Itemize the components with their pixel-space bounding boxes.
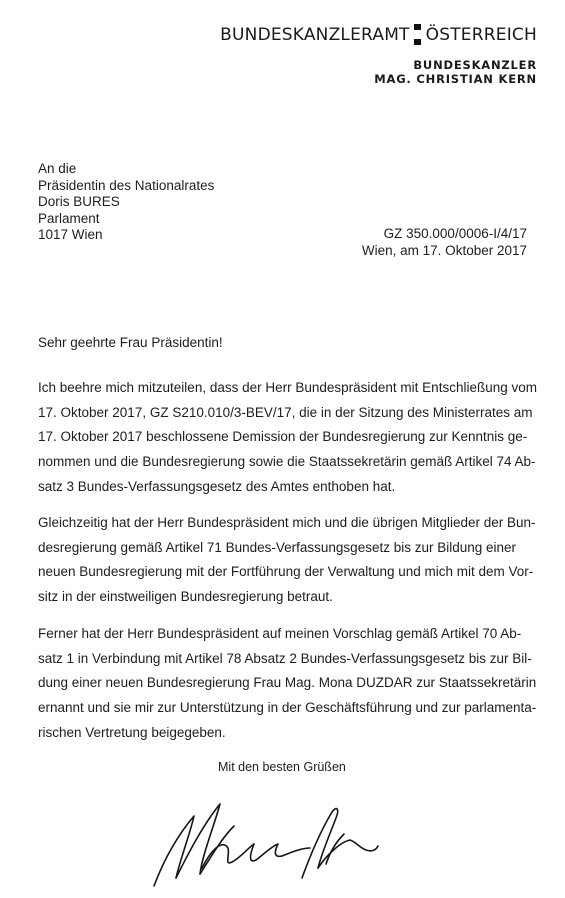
salutation: Sehr geehrte Frau Präsidentin! [38, 335, 223, 350]
office-title: BUNDESKANZLER [413, 58, 537, 72]
austria-emblem-icon [414, 24, 421, 46]
letterhead [220, 24, 537, 86]
paragraph-line: desregierung gemäß Artikel 71 Bundes-Verfassungsgesetz bis zur Bildung einer [38, 539, 517, 555]
letterhead-right-word: ÖSTERREICH [425, 25, 537, 45]
letterhead-office [220, 58, 537, 86]
recipient-line: An die [38, 161, 77, 176]
body-paragraph-2 [38, 511, 536, 610]
paragraph-line: Gleichzeitig hat der Herr Bundespräsident mich und die übrigen Mitglieder der Bun- [38, 515, 536, 530]
paragraph-line: Ferner hat der Herr Bundespräsident auf meinen Vorschlag gemäß Artikel 70 Ab- [38, 626, 522, 641]
recipient-line: Parlament [38, 210, 100, 226]
paragraph-line: sitz in der einstweiligen Bundesregierung betraut. [38, 589, 333, 605]
reference-block [362, 226, 527, 259]
recipient-line: 1017 Wien [38, 227, 103, 242]
recipient-line: Präsidentin des Nationalrates [38, 177, 215, 193]
paragraph-line: nommen und die Bundesregierung sowie die Staatssekretärin gemäß Artikel 74 Ab- [38, 454, 536, 470]
body-paragraph-3 [38, 622, 537, 746]
recipient-line: Doris BURES [38, 194, 120, 209]
letterhead-left-word: BUNDESKANZLERAMT [220, 25, 410, 45]
body-paragraph-1 [38, 376, 537, 500]
paragraph-line: dung einer neuen Bundesregierung Frau Mag. Mona DUZDAR zur Staatssekretärin [38, 675, 537, 691]
paragraph-line: 17. Oktober 2017 beschlossene Demission der Bundesregierung zur Kenntnis ge- [38, 429, 528, 445]
letterhead-brand [220, 24, 537, 46]
reference-number: GZ 350.000/0006-I/4/17 [383, 226, 527, 241]
handwritten-signature [150, 782, 380, 892]
paragraph-line: rischen Vertretung beigegeben. [38, 724, 226, 740]
paragraph-line: neuen Bundesregierung mit der Fortführung der Verwaltung und mich mit dem Vor- [38, 564, 534, 580]
closing-phrase: Mit den besten Grüßen [218, 760, 346, 774]
paragraph-line: ernannt und sie mir zur Unterstützung in der Geschäftsführung und zur parlamenta- [38, 700, 537, 716]
place-and-date: Wien, am 17. Oktober 2017 [361, 242, 527, 258]
paragraph-line: 17. Oktober 2017, GZ S210.010/3-BEV/17, die in der Sitzung des Ministerrates am [38, 404, 533, 420]
paragraph-line: Ich beehre mich mitzuteilen, dass der Herr Bundespräsident mit Entschließung vom [38, 380, 537, 395]
paragraph-line: satz 1 in Verbindung mit Artikel 78 Absatz 2 Bundes-Verfassungsgesetz bis zur Bil- [38, 650, 532, 666]
office-holder-name: MAG. CHRISTIAN KERN [374, 72, 537, 86]
paragraph-line: satz 3 Bundes-Verfassungsgesetz des Amtes enthoben hat. [38, 478, 396, 494]
recipient-address [38, 161, 214, 244]
